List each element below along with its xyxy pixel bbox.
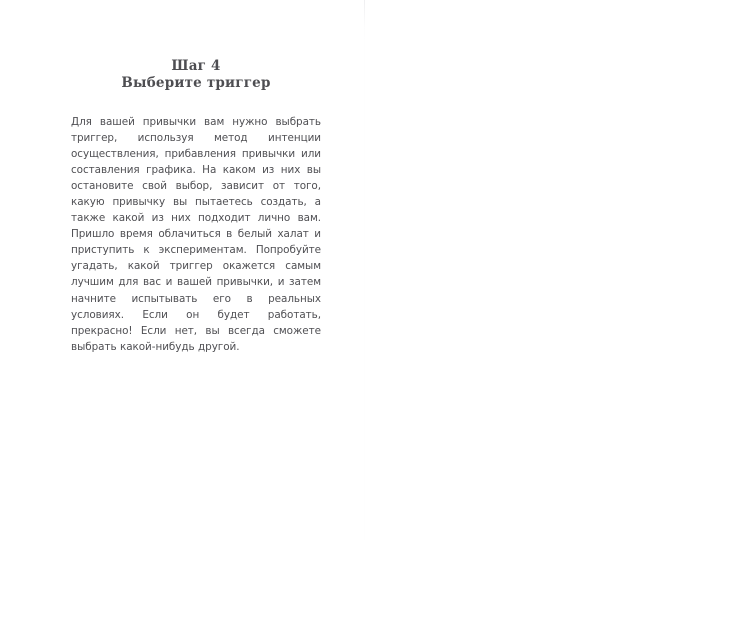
left-page-heading	[71, 58, 321, 92]
left-body-paragraph: Для вашей привычки вам нужно выбрать триггер, используя метод интенции осуществления, прибавления привычки или составления графика. На каком из них вы остановите свой выбор, зависит от того, какую привычку вы пытаетесь создать, а также какой из них подходит лично вам. Пришло время облачиться в белый халат и приступить к экспериментам. Попробуйте угадать, какой триггер окажется самым лучшим для вас и вашей привычки, и затем начните испытывать его в реальных условиях. Если он будет работать, прекрасно! Если нет, вы всегда сможете выбрать какой-нибудь другой.	[71, 116, 321, 353]
left-page-body	[71, 114, 321, 355]
left-heading-title: Выберите триггер	[121, 75, 271, 91]
right-page	[365, 0, 729, 540]
left-heading-kicker: Шаг 4	[171, 58, 221, 74]
left-page	[0, 0, 364, 540]
